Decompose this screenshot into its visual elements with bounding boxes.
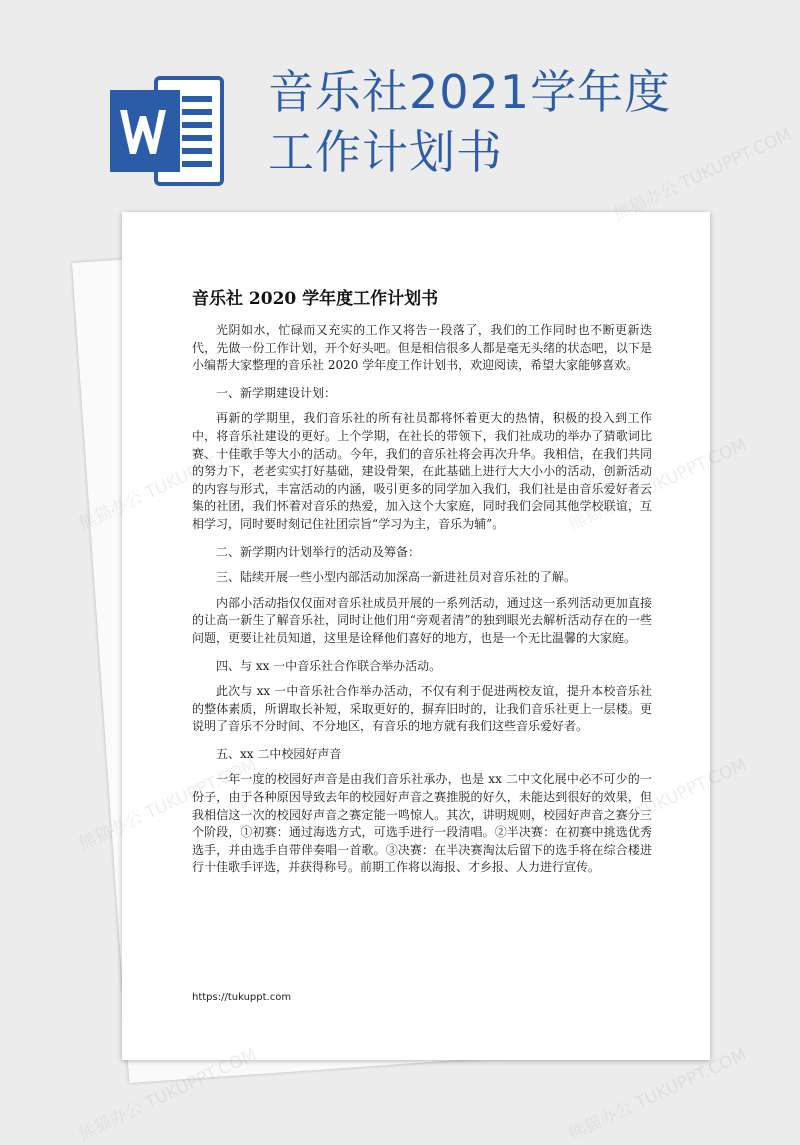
body-paragraph-3: 内部小活动指仅仅面对音乐社成员开展的一系列活动，通过这一系列活动更加直接的让高一新生了解音乐社，同时让他们用“旁观者清”的独到眼光去解析活动存在的一些问题，更要让社员知道，这里是诠释他们喜好的地方，也是一个无比温馨的大家庭。 [192,595,652,645]
body-paragraph-1: 再新的学期里，我们音乐社的所有社员都将怀着更大的热情，积极的投入到工作中，将音乐社建设的更好。上个学期，在社长的带领下，我们社成功的举办了猜歌词比赛、十佳歌手等大小的活动。今年，我们的音乐社将会再次升华。我相信，在我们共同的努力下，老老实实打好基础，建设骨架，在此基础上进行大大小小的活动，创新活动的内容与形式，丰富活动的内涵，吸引更多的同学加入我们，我们社是由音乐爱好者云集的社团，我们怀着对音乐的热爱，加入这个大家庭，同时我们会同其他学校联谊，互相学习，同时要时刻记住社团宗旨“学习为主，音乐为辅”。 [192,411,652,531]
body-paragraph-5: 一年一度的校园好声音是由我们音乐社承办，也是 xx 二中文化展中必不可少的一份子，由于各种原因导致去年的校园好声音之赛推脱的好久，未能达到很好的效果，但我相信这一次的校园好声音之赛定能一鸣惊人。其次，讲明规则，校园好声音之赛分三个阶段，①初赛：通过海选方式，可选手进行一段清唱。②半决赛：在初赛中挑选优秀选手，并由选手自带伴奏唱一首歌。③决赛：在半决赛淘汰后留下的选手将在综合楼进行十佳歌手评选，并获得称号。前期工作将以海报、才乡报、人力进行宣传。 [192,772,652,875]
watermark-text: 熊猫办公 TUKUPPT.COM [75,1044,260,1145]
banner-title [268,62,788,182]
section-heading-1: 一、新学期建设计划： [216,385,337,400]
footer-url[interactable]: https://tukuppt.com [192,992,292,1003]
section-heading-4: 四、与 xx 一中音乐社合作联合举办活动。 [216,658,442,673]
body-paragraph-4: 此次与 xx 一中音乐社合作举办活动，不仅有利于促进两校友谊，提升本校音乐社的整体素质，所谓取长补短，采取更好的，摒弃旧时的，让我们音乐社更上一层楼。更说明了音乐不分时间、不分地区，有音乐的地方就有我们这些音乐爱好者。 [192,684,652,734]
banner-title-line-2: 工作计划书 [268,125,503,179]
watermark-text: 熊猫办公 TUKUPPT.COM [565,1044,750,1145]
document-heading: 音乐社 2020 学年度工作计划书 [192,289,439,309]
intro-paragraph: 光阴如水，忙碌而又充实的工作又将告一段落了，我们的工作同时也不断更新迭代，先做一份工作计划，开个好头吧。但是相信很多人都是毫无头绪的状态吧，以下是小编帮大家整理的音乐社 2020 学年度工作计划书，欢迎阅读，希望大家能够喜欢。 [192,323,652,373]
section-heading-2: 二、新学期内计划举行的活动及筹备： [216,544,421,559]
watermark-text: 熊猫办公 TUKUPPT.COM [610,124,795,225]
banner-title-line-1: 音乐社2021学年度 [268,65,672,119]
document-page [122,212,710,1060]
word-document-icon [108,76,226,186]
header-banner [0,0,800,215]
section-heading-3: 三、陆续开展一些小型内部活动加深高一新进社员对音乐社的了解。 [216,570,577,585]
section-heading-5: 五、xx 二中校园好声音 [216,746,342,761]
document-body [192,322,652,887]
